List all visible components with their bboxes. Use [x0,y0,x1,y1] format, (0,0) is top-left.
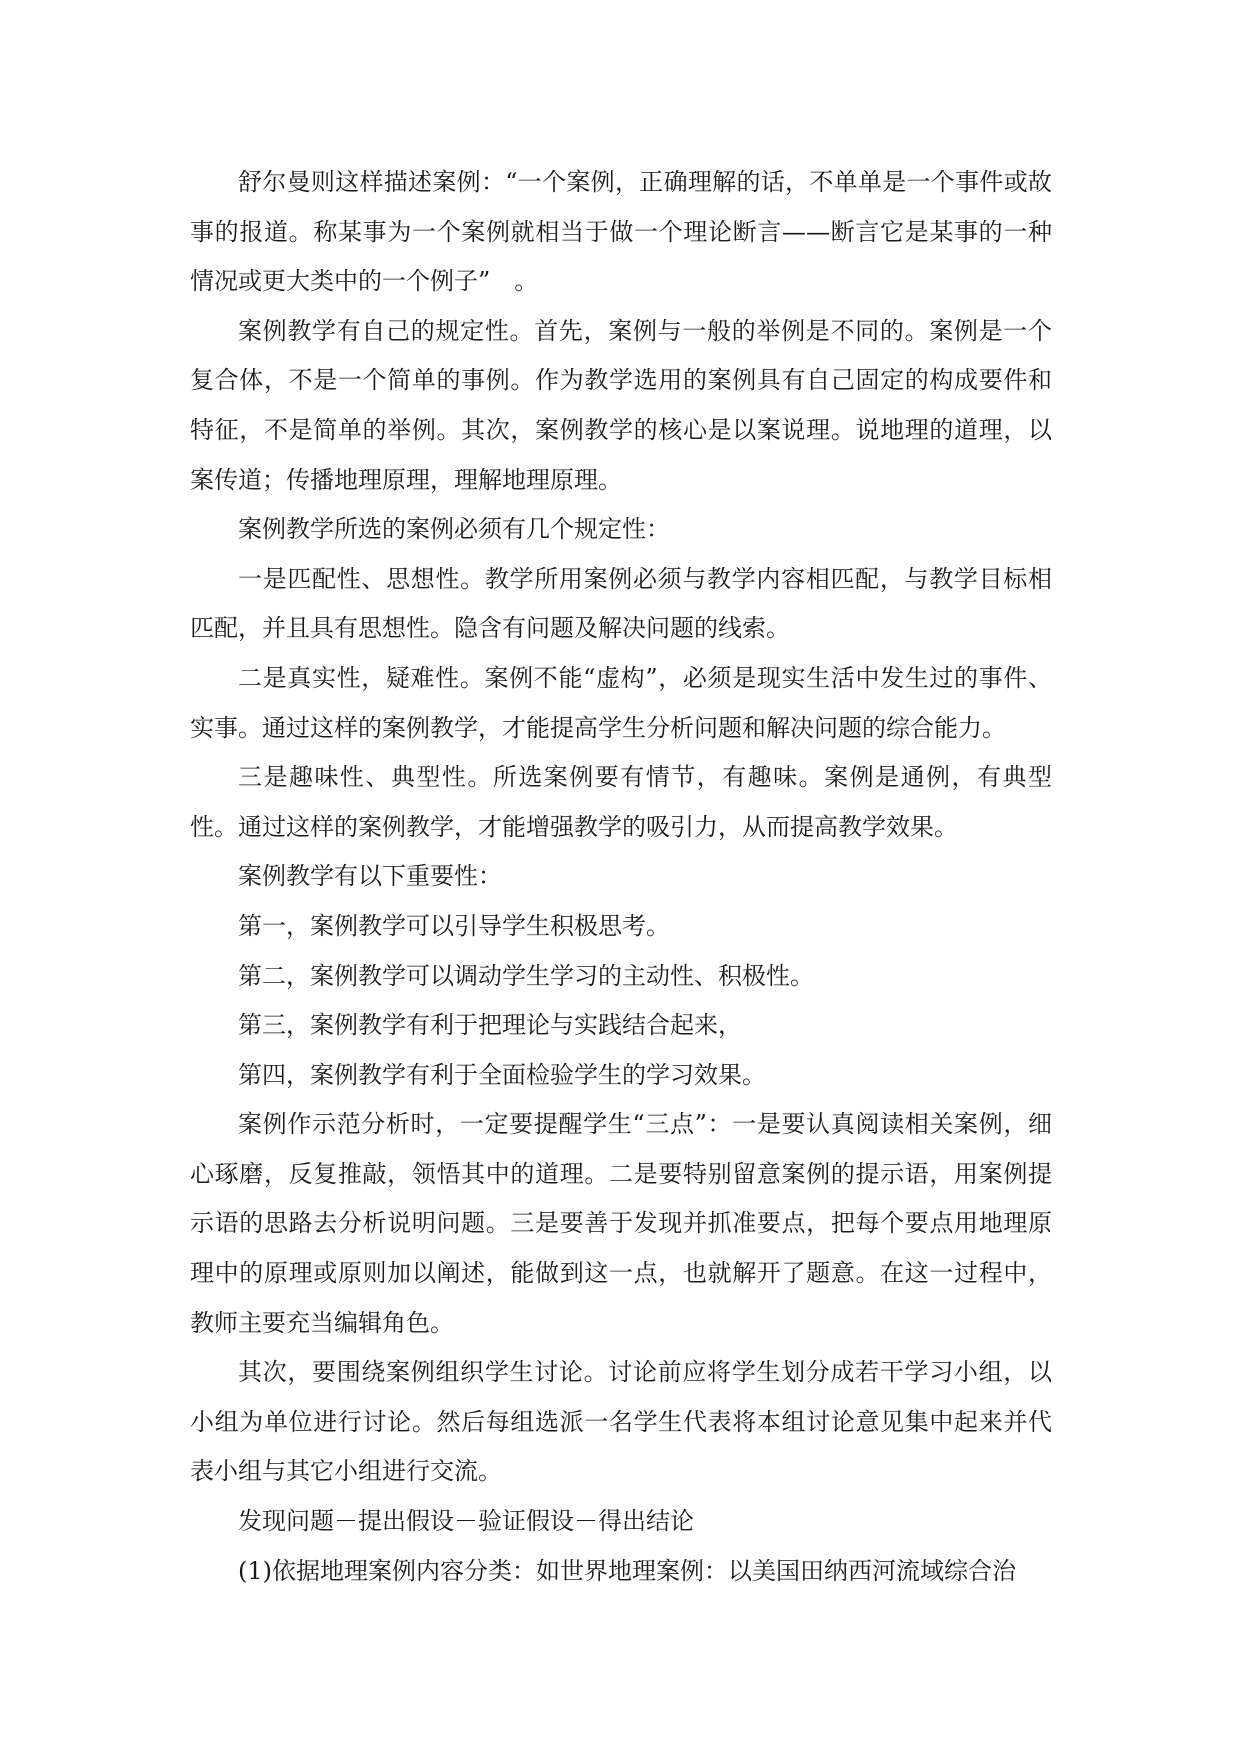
document-page [190,158,1052,1596]
paragraph-case-requirements-intro: 案例教学所选的案例必须有几个规定性： [238,515,670,544]
paragraph-case-teaching-specificity: 案例教学有自己的规定性。首先，案例与一般的举例是不同的。案例是一个复合体，不是一个简单的事例。作为教学选用的案例具有自己固定的构成要件和特征，不是简单的举例。其次，案例教学的核心是以案说理。说地理的道理，以案传道；传播地理原理，理解地理原理。 [190,316,1052,494]
paragraph-importance-second: 第二，案例教学可以调动学生学习的主动性、积极性。 [238,961,814,990]
paragraph-demonstration-three-points: 案例作示范分析时，一定要提醒学生“三点”：一是要认真阅读相关案例，细心琢磨，反复推敲，领悟其中的道理。二是要特别留意案例的提示语，用案例提示语的思路去分析说明问题。三是要善于发现并抓准要点，把每个要点用地理原理中的原理或原则加以阐述，能做到这一点，也就解开了题意。在这一过程中，教师主要充当编辑角色。 [190,1110,1052,1337]
paragraph-inquiry-steps: 发现问题－提出假设－验证假设－得出结论 [238,1507,694,1536]
paragraph-importance-third: 第三，案例教学有利于把理论与实践结合起来， [238,1011,742,1040]
paragraph-importance-fourth: 第四，案例教学有利于全面检验学生的学习效果。 [238,1060,766,1089]
paragraph-requirement-authenticity: 二是真实性，疑难性。案例不能“虚构”，必须是现实生活中发生过的事件、实事。通过这样的案例教学，才能提高学生分析问题和解决问题的综合能力。 [190,663,1052,742]
paragraph-importance-intro: 案例教学有以下重要性： [238,862,502,891]
paragraph-group-discussion: 其次，要围绕案例组织学生讨论。讨论前应将学生划分成若干学习小组，以小组为单位进行讨论。然后每组选派一名学生代表将本组讨论意见集中起来并代表小组与其它小组进行交流。 [190,1358,1052,1486]
paragraph-classification-by-content: (1)依据地理案例内容分类：如世界地理案例：以美国田纳西河流域综合治 [238,1556,1016,1585]
paragraph-shulman-case-definition: 舒尔曼则这样描述案例：“一个案例，正确理解的话，不单单是一个事件或故事的报道。称某事为一个案例就相当于做一个理论断言——断言它是某事的一种情况或更大类中的一个例子” 。 [190,168,1052,296]
paragraph-requirement-interest: 三是趣味性、典型性。所选案例要有情节，有趣味。案例是通例，有典型性。通过这样的案例教学，才能增强教学的吸引力，从而提高教学效果。 [190,763,1052,841]
paragraph-requirement-matching: 一是匹配性、思想性。教学所用案例必须与教学内容相匹配，与教学目标相匹配，并且具有思想性。隐含有问题及解决问题的线索。 [190,564,1052,643]
paragraph-importance-first: 第一，案例教学可以引导学生积极思考。 [238,911,670,940]
